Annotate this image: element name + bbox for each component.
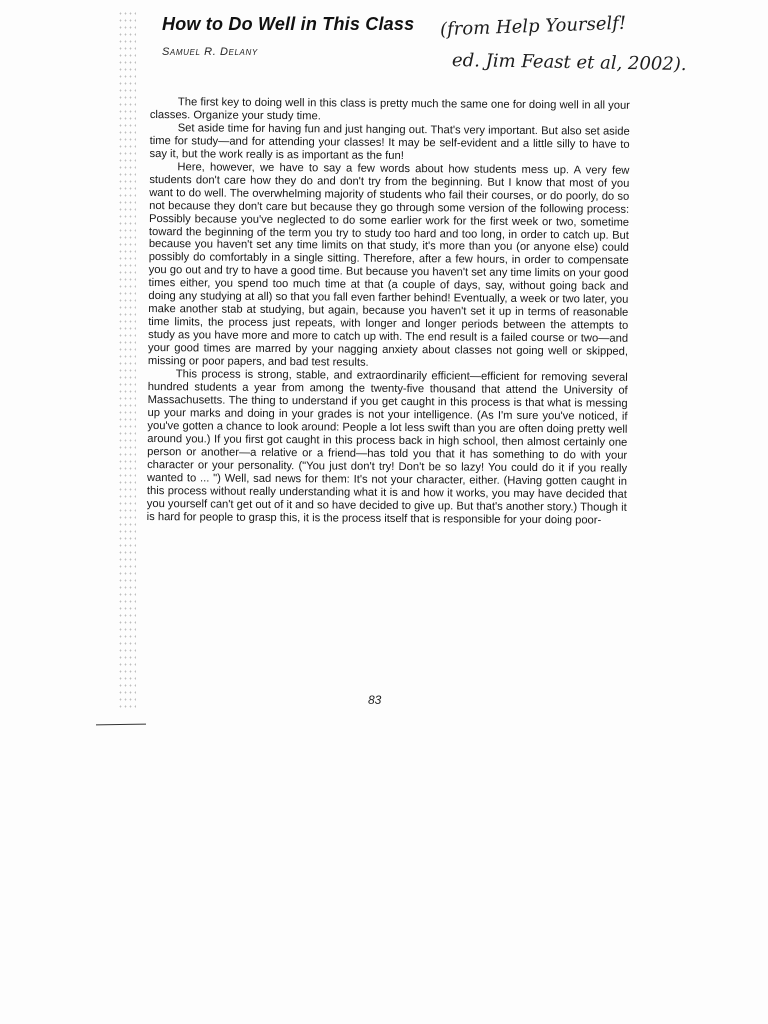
- handwritten-note-line-1: (from Help Yourself!: [439, 12, 627, 41]
- paragraph: This process is strong, stable, and extraordinarily efficient—efficient for removing several hundred students a year from among the twenty-five thousand that attend the University of Massachusetts. The thing to understand if you get caught in this process is that what is messing up your marks and doing in your grades is not your intelligence. (As I'm sure you've noticed, if you've gotten a chance to look around: People a lot less swift than you are often doing pretty well around you.) If you first got caught in this process back in high school, then almost certainly one person or another—a relative or a friend—has told you that it has something to do with your character or your personality. ("You just don't try! Don't be so lazy! You could do it if you really wanted to ... ") Well, sad news for them: It's not your character, either. (Having gotten caught in this process without really understanding what it is and how it works, you may have decided that you yourself can't get out of it and so have decided to give up. But that's another story.) Though it is hard for people to grasp this, it is the process itself that is responsible for your doing poor-: [146, 368, 628, 527]
- handwritten-note-line-2: ed. Jim Feast et al, 2002).: [451, 49, 687, 76]
- margin-rule-line: [96, 724, 146, 726]
- article-title: How to Do Well in This Class: [162, 14, 415, 34]
- body-text: [147, 96, 630, 527]
- binding-edge-speckle: [118, 10, 136, 710]
- page-number: 83: [368, 693, 382, 707]
- paragraph: Here, however, we have to say a few words about how students mess up. A very few students don't care how they do and don't try from the beginning. But I know that most of you want to do well. The overwhelming majority of students who fail their courses, or do poorly, do so not because they don't care but because they go through some version of the following process: Possibly because you've neglected to do some earlier work for the first week or two, sometime toward the beginning of the term you try to study too hard and too long, in order to catch up. But because you haven't set any time limits on that study, it's more than you (or anyone else) could possibly do comfortably in a single sitting. Therefore, after a few hours, in order to compensate you go out and try to have a good time. But because you haven't set any time limits on your good times either, you spend too much time at that (a couple of days, say, without going back and doing any studying at all) so that you fall even farther behind! Eventually, a week or two later, you make another stab at studying, but again, because you haven't set it up in terms of reasonable time limits, the process just repeats, with longer and longer periods between the attempts to study as you have more and more to catch up with. The end result is a failed course or two—and your good times are marred by your nagging anxiety about classes not going well or skipped, missing or poor papers, and bad test results.: [147, 160, 630, 369]
- paragraph: Set aside time for having fun and just hanging out. That's very important. But also set aside time for study—and for attending your classes! It may be self-evident and a little silly to have to say it, but the work really is as important as the fun!: [149, 122, 630, 162]
- author-name: Samuel R. Delany: [162, 46, 258, 58]
- paragraph: The first key to doing well in this class is pretty much the same one for doing well in all your classes. Organize your study time.: [149, 96, 630, 123]
